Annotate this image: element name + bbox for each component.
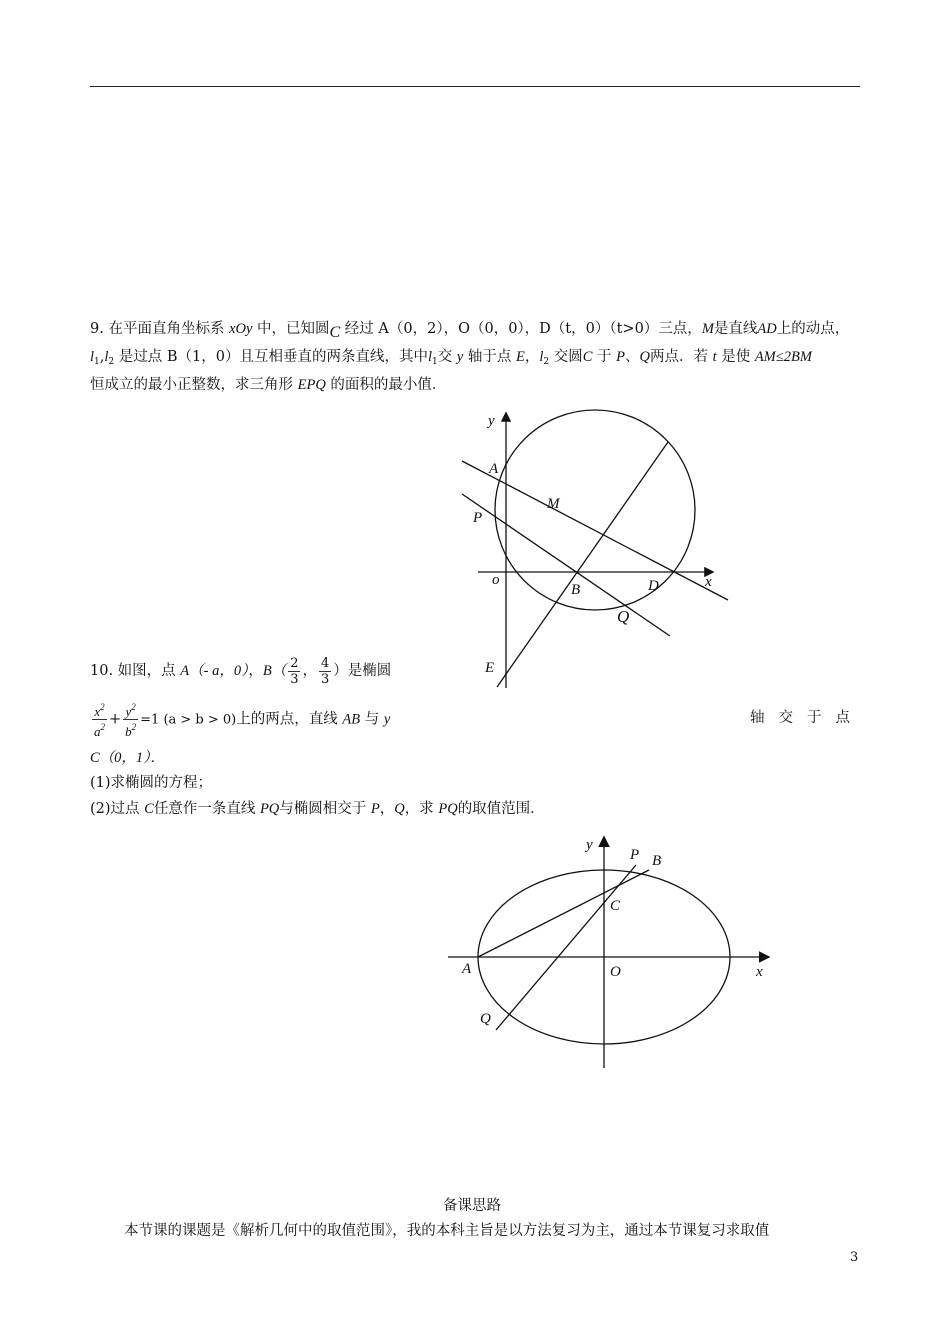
text: l — [104, 349, 109, 365]
label-p: P — [630, 847, 640, 863]
text: M — [701, 321, 714, 337]
label-p: P — [473, 510, 483, 526]
text: 3 — [850, 1250, 859, 1265]
text: 的面积的最小值． — [325, 377, 447, 393]
label-o: o — [492, 572, 500, 588]
text: 且互相垂直的两条直线，其中 — [239, 349, 428, 365]
text: 3 — [290, 671, 299, 687]
text: A（- a，0） — [180, 663, 249, 679]
text: B（ — [262, 663, 287, 679]
q9-line-3 — [90, 375, 446, 395]
text: 上的两点，直线 — [236, 711, 343, 728]
text: P — [616, 349, 625, 365]
text: D（t，0）（t>0） — [539, 321, 659, 337]
figure-9-circle-diagram — [440, 400, 740, 700]
text: ）是椭圆 — [333, 663, 392, 679]
label-a: A — [462, 961, 472, 977]
label-y: y — [488, 413, 495, 429]
text: 轴于点 — [463, 349, 516, 365]
text: l — [539, 349, 544, 365]
text: C — [144, 801, 154, 817]
text: y — [383, 711, 391, 728]
text: 2 — [108, 357, 115, 367]
text: AM≤2BM — [754, 349, 812, 365]
text: l — [427, 349, 432, 365]
text: ， — [302, 663, 317, 679]
q9-line-1 — [90, 319, 849, 343]
text: 、 — [624, 349, 640, 365]
text: AD — [757, 321, 777, 337]
text: AB — [342, 711, 361, 728]
text: ， — [524, 349, 540, 365]
text: ， — [524, 321, 540, 337]
label-x: x — [756, 964, 763, 980]
text: 2 — [131, 722, 137, 732]
text: ， — [379, 801, 395, 817]
text: 交圆 — [549, 349, 583, 365]
text: B（1，0） — [166, 349, 240, 365]
text: 经过 — [340, 321, 379, 337]
text: PQ — [438, 801, 458, 817]
text: 上的动点， — [776, 321, 850, 337]
text: =1 (a > b > 0) — [140, 712, 237, 728]
figure-10-ellipse-diagram — [440, 830, 780, 1080]
fraction-y2-b2 — [123, 700, 138, 739]
text: A（0，2） — [378, 321, 444, 337]
text: 的取值范围． — [457, 801, 545, 817]
text: 是使 — [716, 349, 755, 365]
label-b: B — [652, 853, 662, 869]
label-c: C — [610, 898, 621, 914]
text: a — [94, 724, 101, 739]
text: 1 — [94, 357, 100, 367]
text: 3 — [320, 671, 330, 687]
text: xOy — [229, 321, 253, 337]
text: 中，已知圆 — [252, 321, 330, 337]
text: (1)求椭圆的方程； — [90, 775, 213, 791]
text: 9. 在平面直角坐标系 — [90, 321, 230, 337]
text: 2 — [100, 722, 105, 732]
text: 交 — [437, 349, 457, 365]
q9-line-2 — [90, 347, 812, 372]
lesson-notes-paragraph — [124, 1221, 769, 1241]
text: 轴交于点 — [750, 710, 864, 726]
label-b: B — [571, 582, 581, 598]
q10-line-2-tail — [750, 708, 864, 728]
text: 是过点 — [114, 349, 167, 365]
text: 2 — [290, 655, 299, 671]
label-m: M — [547, 496, 560, 512]
text: 与椭圆相交于 — [279, 801, 371, 817]
page-number — [850, 1248, 858, 1268]
text: 两点．若 — [649, 349, 713, 365]
text: ，求 — [404, 801, 439, 817]
label-q: Q — [617, 607, 630, 626]
text: 三点， — [658, 321, 702, 337]
text: C — [582, 349, 593, 365]
text: 任意作一条直线 — [153, 801, 260, 817]
fraction-four-thirds — [319, 656, 331, 687]
text: 2 — [131, 702, 136, 712]
q10-line-3 — [90, 748, 165, 768]
line-be — [497, 442, 668, 687]
fraction-x2-a2 — [92, 700, 107, 739]
q10-part-1 — [90, 773, 212, 793]
text: y — [456, 349, 464, 365]
text: 是直线 — [713, 321, 758, 337]
text: 10. 如图，点 — [90, 663, 181, 679]
header-rule — [90, 86, 860, 87]
text: 2 — [100, 702, 105, 712]
q10-line-1 — [90, 654, 391, 688]
text: 1 — [432, 357, 438, 367]
line-pq — [496, 865, 636, 1030]
q10-line-2 — [90, 700, 390, 739]
text: b — [125, 724, 132, 739]
text: x — [94, 704, 101, 719]
text: 2 — [543, 357, 550, 367]
label-x: x — [705, 574, 712, 590]
fraction-two-thirds — [288, 656, 300, 687]
text: PQ — [259, 801, 280, 817]
text: y — [125, 704, 132, 719]
text: 与 — [360, 711, 384, 728]
text: ， — [248, 663, 263, 679]
text: C（0，1）． — [90, 750, 165, 766]
text: 本节课的课题是《解析几何中的取值范围》，我的本科主旨是以方法复习为主，通过本节课复习求取值 — [124, 1223, 770, 1239]
label-o: O — [610, 964, 621, 980]
text: ， — [443, 321, 459, 337]
label-q: Q — [480, 1011, 491, 1027]
text: C — [329, 324, 341, 341]
lesson-notes-heading — [443, 1196, 501, 1216]
text: E — [516, 349, 525, 365]
text: (2)过点 — [90, 801, 145, 817]
label-a: A — [489, 461, 499, 477]
text: 4 — [320, 655, 330, 671]
text: + — [109, 711, 122, 728]
text: l — [90, 349, 95, 365]
text: t — [712, 349, 717, 365]
text: Q — [639, 349, 650, 365]
line-ab — [478, 870, 649, 957]
text: , — [99, 349, 105, 365]
text: 恒成立的最小正整数，求三角形 — [90, 377, 298, 393]
q10-part-2 — [90, 799, 545, 819]
circle-c — [495, 410, 695, 610]
line-ad — [462, 461, 728, 600]
label-e: E — [485, 660, 495, 676]
text: 备课思路 — [443, 1198, 501, 1214]
text: 于 — [592, 349, 617, 365]
text: O（0，0） — [458, 321, 525, 337]
label-d: D — [648, 578, 659, 594]
text: Q — [394, 801, 405, 817]
text: P — [370, 801, 380, 817]
label-y: y — [586, 837, 593, 853]
text: EPQ — [297, 377, 326, 393]
